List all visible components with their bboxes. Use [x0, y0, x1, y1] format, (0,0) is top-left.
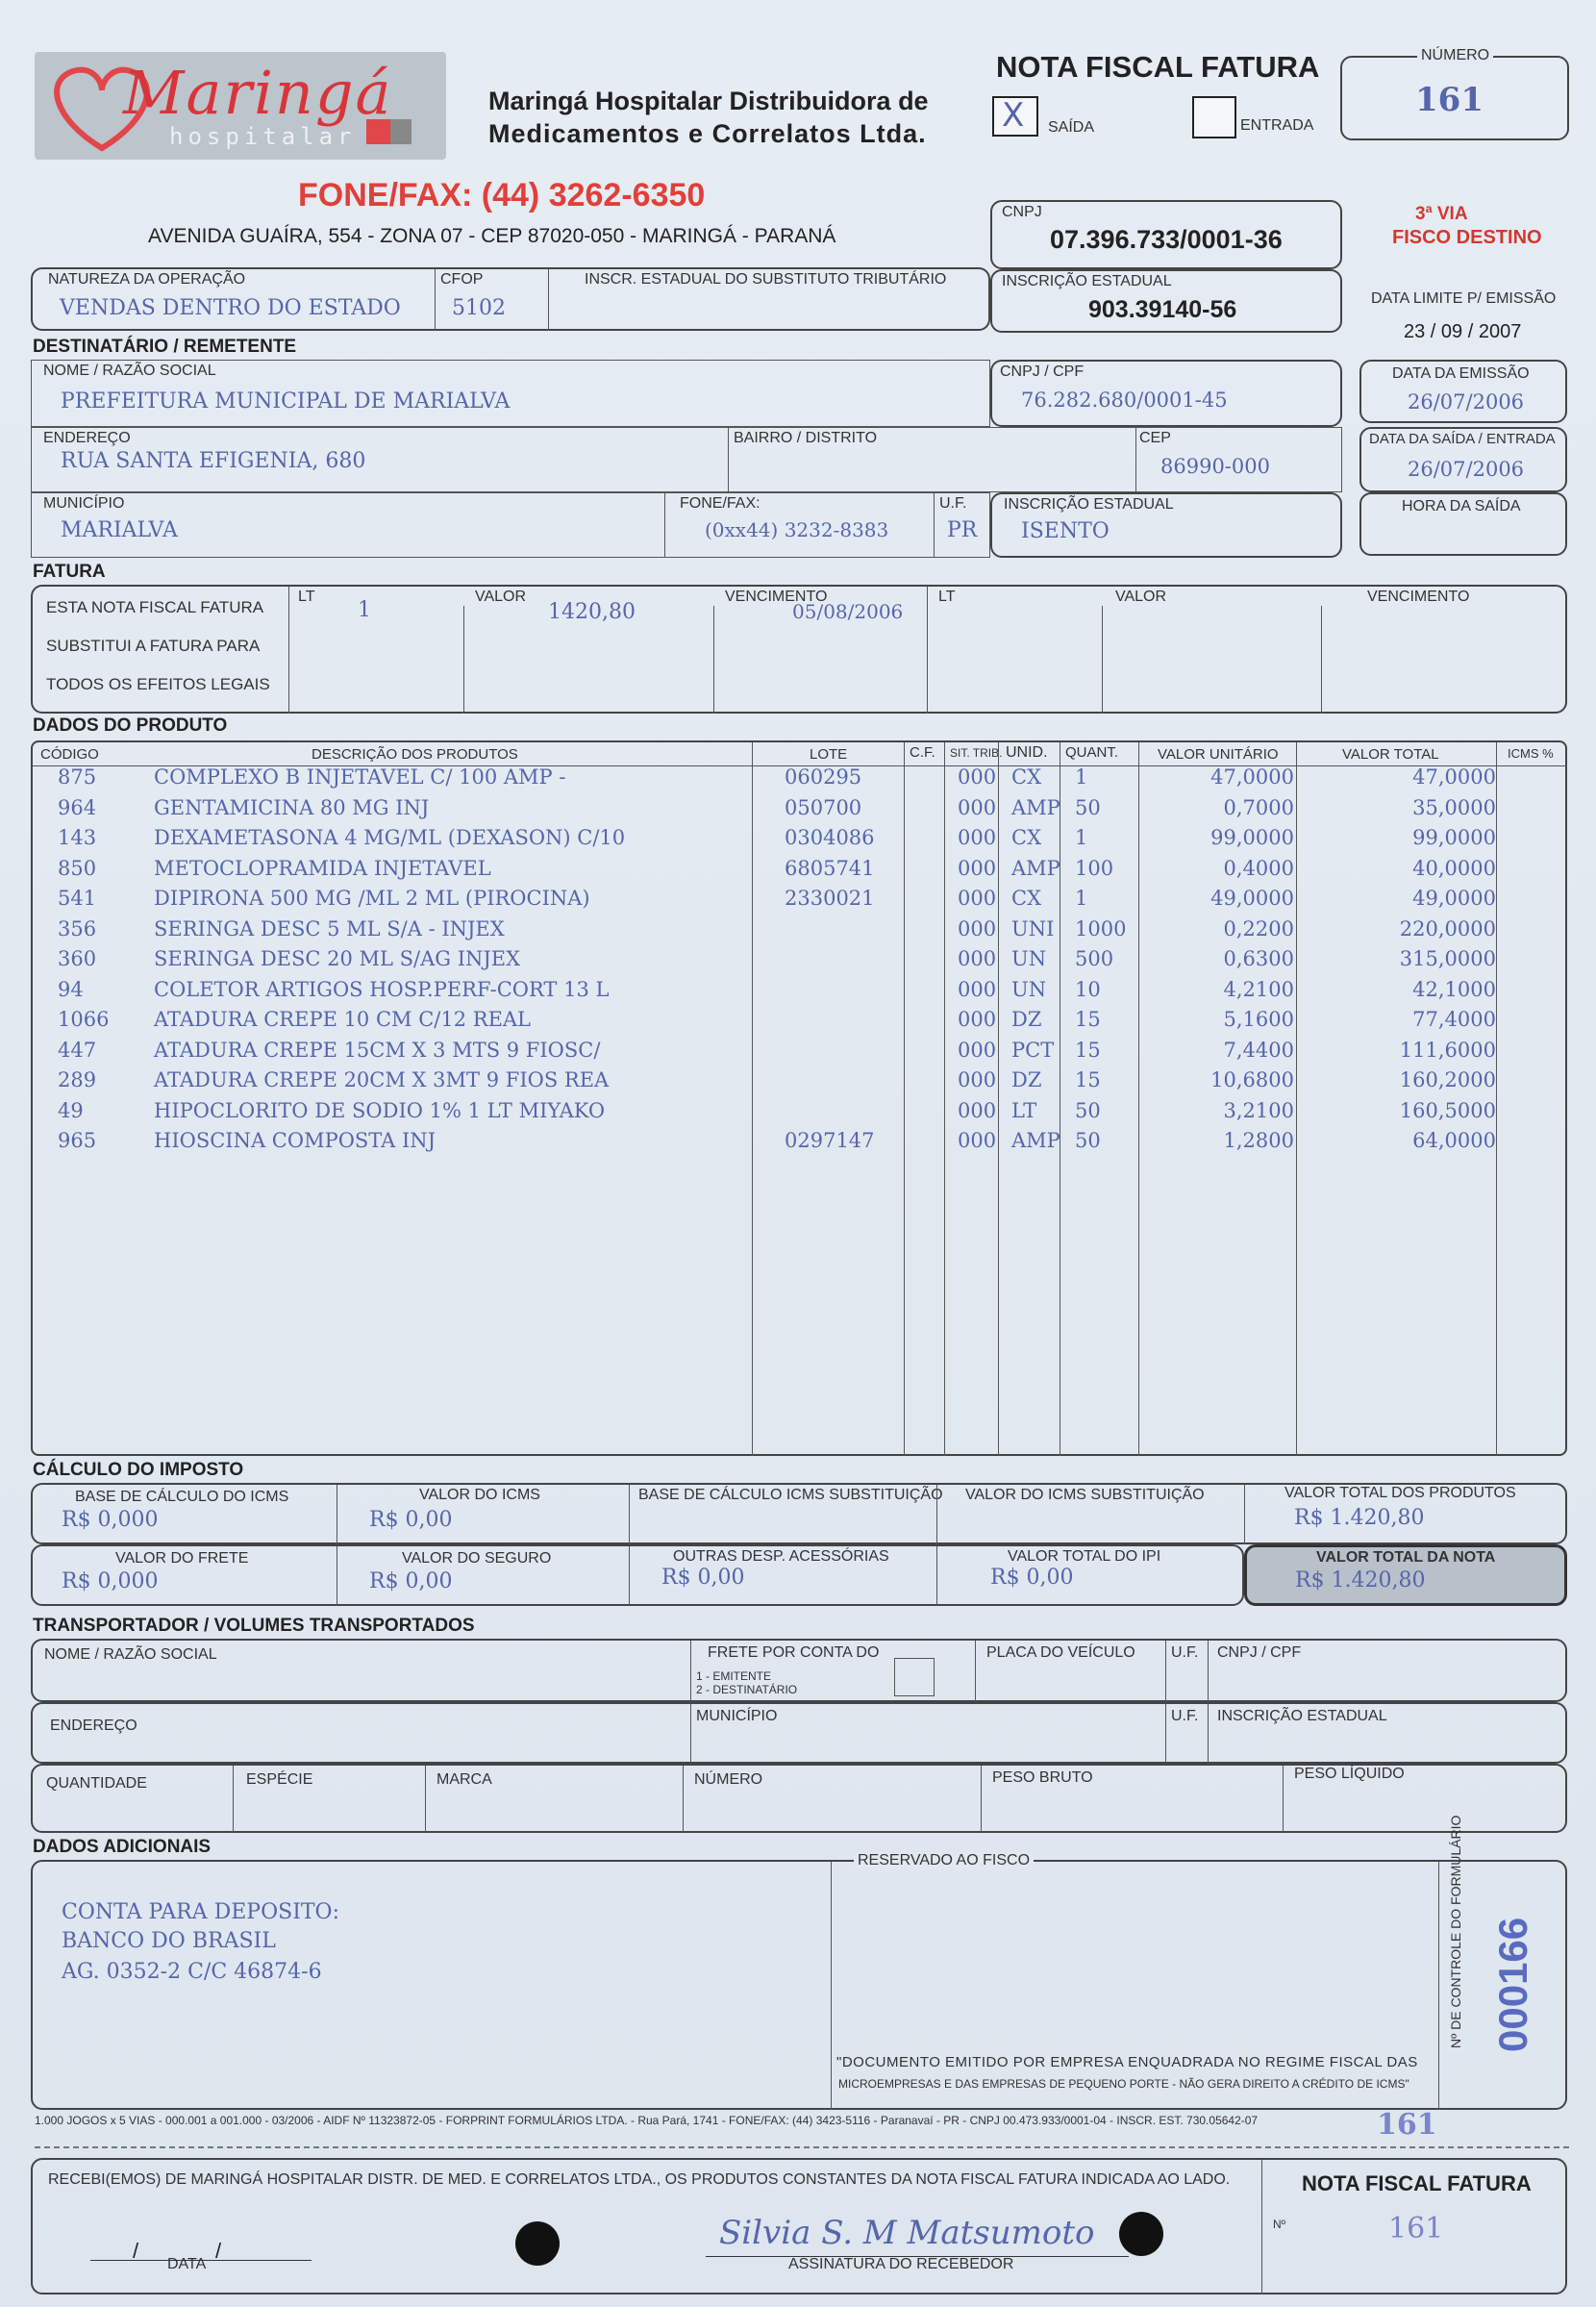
data-label: DATA — [167, 2256, 207, 2272]
frete-checkbox[interactable] — [894, 1658, 935, 1696]
dest-nome-box — [31, 360, 990, 427]
col-cf: C.F. — [910, 744, 935, 761]
cell-vtotal: 111,6000 — [1399, 1038, 1496, 1062]
insc-subst-label: INSCR. ESTADUAL DO SUBSTITUTO TRIBUTÁRIO — [585, 271, 947, 288]
frete-opt2: 2 - DESTINATÁRIO — [696, 1683, 798, 1696]
cell-vtotal: 40,0000 — [1412, 856, 1496, 880]
base-subst-label: BASE DE CÁLCULO ICMS SUBSTITUIÇÃO — [638, 1487, 943, 1503]
numero-box — [1340, 47, 1569, 140]
cell-vtotal: 77,4000 — [1412, 1008, 1496, 1031]
cell-descricao: METOCLOPRAMIDA INJETAVEL — [154, 856, 491, 880]
cell-sit: 000 — [958, 916, 997, 940]
fone-value: (0xx44) 3232-8383 — [705, 518, 889, 541]
via-line1: 3ª VIA — [1415, 204, 1468, 224]
peso-bruto-label: PESO BRUTO — [992, 1769, 1093, 1786]
hora-saida-label: HORA DA SAÍDA — [1402, 498, 1521, 514]
table-row — [0, 1039, 1531, 1068]
cell-sit: 000 — [958, 1038, 997, 1062]
ipi-label: VALOR TOTAL DO IPI — [1008, 1548, 1161, 1565]
transp-ie-label: INSCRIÇÃO ESTADUAL — [1217, 1708, 1387, 1724]
table-row — [0, 947, 1531, 977]
cell-lote: 6805741 — [785, 856, 875, 880]
cell-unid: PCT — [1011, 1038, 1055, 1062]
cell-vtotal: 315,0000 — [1399, 947, 1496, 970]
company-address: AVENIDA GUAÍRA, 554 - ZONA 07 - CEP 87020-050 - MARINGÁ - PARANÁ — [148, 225, 836, 247]
cell-codigo: 965 — [58, 1129, 97, 1152]
fatura-venc2-label: VENCIMENTO — [1367, 589, 1470, 605]
col-codigo: CÓDIGO — [40, 746, 99, 763]
base-icms-label: BASE DE CÁLCULO DO ICMS — [75, 1489, 289, 1505]
cnpj-box — [990, 200, 1342, 269]
peso-liquido-label: PESO LÍQUIDO — [1294, 1766, 1405, 1782]
cnpj-value: 07.396.733/0001-36 — [1050, 225, 1283, 254]
hora-saida-box — [1359, 492, 1567, 556]
fatura-valor-label: VALOR — [475, 589, 527, 605]
cell-vunit: 7,4400 — [1223, 1038, 1294, 1062]
cell-sit: 000 — [958, 887, 997, 910]
cell-quant: 500 — [1075, 947, 1114, 970]
total-produtos-label: VALOR TOTAL DOS PRODUTOS — [1284, 1485, 1516, 1501]
stub-title: NOTA FISCAL FATURA — [1302, 2171, 1532, 2195]
transp-row2 — [31, 1702, 1567, 1764]
cell-vtotal: 99,0000 — [1412, 826, 1496, 849]
cell-vunit: 10,6800 — [1210, 1068, 1294, 1091]
placa-label: PLACA DO VEÍCULO — [986, 1644, 1135, 1661]
destinatario-section-title: DESTINATÁRIO / REMETENTE — [33, 337, 297, 357]
cell-descricao: DIPIRONA 500 MG /ML 2 ML (PIROCINA) — [154, 887, 590, 910]
natureza-label: NATUREZA DA OPERAÇÃO — [48, 271, 246, 288]
saida-checkbox[interactable] — [992, 96, 1038, 137]
stub-number-repeat: 161 — [1377, 2108, 1437, 2142]
transp-endereco-label: ENDEREÇO — [50, 1718, 137, 1734]
cell-descricao: SERINGA DESC 20 ML S/AG INJEX — [154, 947, 521, 970]
col-sit: SIT. TRIB. — [950, 746, 1003, 760]
fatura-lt-label: LT — [298, 589, 315, 605]
via-line2: FISCO DESTINO — [1392, 227, 1542, 248]
base-icms-value: R$ 0,000 — [62, 1508, 159, 1532]
cell-vtotal: 49,0000 — [1412, 887, 1496, 910]
cell-descricao: HIPOCLORITO DE SODIO 1% 1 LT MIYAKO — [154, 1098, 606, 1122]
cell-descricao: HIOSCINA COMPOSTA INJ — [154, 1129, 436, 1152]
cell-descricao: ATADURA CREPE 15CM X 3 MTS 9 FIOSC/ — [154, 1038, 601, 1062]
table-row — [0, 1099, 1531, 1129]
company-phone: FONE/FAX: (44) 3262-6350 — [298, 177, 706, 213]
print-footer: 1.000 JOGOS x 5 VIAS - 000.001 a 001.000 - 03/2006 - AIDF Nº 11323872-05 - FORPRINT FORMULÁRIOS LTDA. - Rua Pará, 1741 - FONE/FAX: (44) 3423-5116 - Paranavaí - PR - CNPJ 00.473.933/0001-04 - INSCR. EST. 730.05642-07 — [35, 2114, 1259, 2127]
data-emissao-value: 26/07/2006 — [1408, 390, 1525, 414]
valor-subst-label: VALOR DO ICMS SUBSTITUIÇÃO — [965, 1487, 1205, 1503]
fatura-lt-value: 1 — [358, 598, 371, 622]
fatura-box — [31, 585, 1567, 714]
logo-text: Maringá — [123, 58, 393, 128]
uf-value: PR — [947, 518, 978, 542]
cell-sit: 000 — [958, 765, 997, 789]
data-limite-value: 23 / 09 / 2007 — [1404, 321, 1522, 342]
municipio-label: MUNICÍPIO — [43, 495, 125, 512]
saida-label: SAÍDA — [1048, 119, 1095, 136]
stub-no-value: 161 — [1388, 2212, 1444, 2245]
cell-descricao: GENTAMICINA 80 MG INJ — [154, 795, 430, 819]
total-nota-label: VALOR TOTAL DA NOTA — [1316, 1549, 1496, 1566]
cell-unid: LT — [1011, 1098, 1037, 1122]
cell-vunit: 3,2100 — [1223, 1098, 1294, 1122]
dest-cnpj-label: CNPJ / CPF — [1000, 364, 1085, 380]
punch-hole-left — [515, 2221, 560, 2266]
cell-unid: AMP — [1011, 795, 1060, 819]
doc-title: NOTA FISCAL FATURA — [996, 50, 1320, 84]
adicionais-line2: BANCO DO BRASIL — [62, 1929, 276, 1953]
cell-unid: UN — [1011, 947, 1047, 970]
transp-row3 — [31, 1764, 1567, 1833]
cell-unid: DZ — [1011, 1008, 1042, 1031]
cell-unid: AMP — [1011, 1129, 1060, 1152]
fatura-lt2-label: LT — [938, 589, 956, 605]
imposto-row1 — [31, 1483, 1567, 1544]
cell-codigo: 1066 — [58, 1008, 110, 1031]
cell-vtotal: 47,0000 — [1412, 765, 1496, 789]
cell-descricao: COMPLEXO B INJETAVEL C/ 100 AMP - — [154, 765, 566, 789]
cep-label: CEP — [1139, 430, 1171, 446]
outras-label: OUTRAS DESP. ACESSÓRIAS — [673, 1548, 889, 1565]
cell-vunit: 49,0000 — [1210, 887, 1294, 910]
fatura-text2: SUBSTITUI A FATURA PARA — [46, 637, 261, 655]
col-lote: LOTE — [810, 746, 848, 763]
aviso-line2: MICROEMPRESAS E DAS EMPRESAS DE PEQUENO PORTE - NÃO GERA DIREITO A CRÉDITO DE ICMS" — [838, 2077, 1409, 2091]
total-nota-box — [1244, 1544, 1567, 1606]
cell-sit: 000 — [958, 1008, 997, 1031]
recebedor-signature: Silvia S. M Matsumoto — [719, 2214, 1095, 2252]
cell-lote: 0304086 — [785, 826, 875, 849]
cell-sit: 000 — [958, 947, 997, 970]
cell-vtotal: 160,2000 — [1399, 1068, 1496, 1091]
table-row — [0, 917, 1531, 947]
col-vtotal: VALOR TOTAL — [1342, 746, 1439, 763]
fatura-valor-value: 1420,80 — [548, 600, 636, 624]
cell-vtotal: 35,0000 — [1412, 795, 1496, 819]
ipi-value: R$ 0,00 — [990, 1566, 1074, 1590]
uf-label: U.F. — [939, 495, 967, 512]
assinatura-label: ASSINATURA DO RECEBEDOR — [788, 2256, 1014, 2272]
cell-descricao: ATADURA CREPE 20CM X 3MT 9 FIOS REA — [154, 1068, 610, 1091]
cell-quant: 1 — [1075, 887, 1088, 910]
cell-sit: 000 — [958, 977, 997, 1001]
dest-ie-box — [990, 492, 1342, 558]
numero-label: NÚMERO — [1417, 47, 1493, 64]
transp-municipio-label: MUNICÍPIO — [696, 1708, 778, 1724]
cell-lote: 050700 — [785, 795, 862, 819]
cell-quant: 15 — [1075, 1008, 1101, 1031]
recebi-text: RECEBI(EMOS) DE MARINGÁ HOSPITALAR DISTR. DE MED. E CORRELATOS LTDA., OS PRODUTOS CONSTANTES DA NOTA FISCAL FATURA INDICADA AO LADO. — [48, 2171, 1231, 2188]
cell-codigo: 356 — [58, 916, 97, 940]
imposto-row2 — [31, 1544, 1244, 1606]
controle-value: 000166 — [1490, 1917, 1535, 2052]
cell-descricao: SERINGA DESC 5 ML S/A - INJEX — [154, 916, 505, 940]
col-vunit: VALOR UNITÁRIO — [1158, 746, 1279, 763]
dest-cnpj-box — [990, 360, 1342, 427]
imposto-section-title: CÁLCULO DO IMPOSTO — [33, 1460, 244, 1480]
entrada-label: ENTRADA — [1240, 117, 1314, 134]
cell-vtotal: 42,1000 — [1412, 977, 1496, 1001]
valor-icms-label: VALOR DO ICMS — [419, 1487, 540, 1503]
table-row — [0, 826, 1531, 856]
transportador-section-title: TRANSPORTADOR / VOLUMES TRANSPORTADOS — [33, 1616, 475, 1636]
controle-label: Nº DE CONTROLE DO FORMULÁRIO — [1448, 1815, 1463, 2048]
receipt-stub: RECEBI(EMOS) DE MARINGÁ HOSPITALAR DISTR. DE MED. E CORRELATOS LTDA., OS PRODUTOS CONSTANTES DA NOTA FISCAL FATURA INDICADA AO LADO. / / DATA Silvia S. M Matsumoto ASSINATURA DO RECEBEDOR NOTA FISCAL FATURA Nº 161 — [31, 2158, 1567, 2294]
table-row — [0, 1068, 1531, 1098]
data-saida-label: DATA DA SAÍDA / ENTRADA — [1369, 431, 1556, 447]
data-saida-value: 26/07/2006 — [1408, 458, 1525, 481]
transp-uf2-label: U.F. — [1171, 1708, 1199, 1724]
cell-sit: 000 — [958, 856, 997, 880]
valor-icms-value: R$ 0,00 — [369, 1508, 453, 1532]
operacao-box — [31, 267, 990, 331]
cfop-value: 5102 — [452, 296, 506, 320]
cfop-label: CFOP — [440, 271, 484, 288]
frete-value: R$ 0,000 — [62, 1569, 159, 1593]
cell-vtotal: 220,0000 — [1399, 916, 1496, 940]
dest-nome-label: NOME / RAZÃO SOCIAL — [43, 363, 216, 379]
cell-codigo: 289 — [58, 1068, 97, 1091]
cell-quant: 10 — [1075, 977, 1101, 1001]
fone-label: FONE/FAX: — [680, 495, 761, 512]
cell-unid: CX — [1011, 826, 1042, 849]
table-row — [0, 1129, 1531, 1159]
cep-value: 86990-000 — [1160, 455, 1270, 478]
cell-vunit: 47,0000 — [1210, 765, 1294, 789]
cell-lote: 060295 — [785, 765, 862, 789]
fatura-venc-value: 05/08/2006 — [792, 600, 904, 623]
cell-quant: 1 — [1075, 826, 1088, 849]
transp-uf-label: U.F. — [1171, 1644, 1199, 1661]
produtos-section-title: DADOS DO PRODUTO — [33, 715, 228, 736]
ie-box — [990, 269, 1342, 333]
adicionais-section-title: DADOS ADICIONAIS — [33, 1837, 212, 1857]
fatura-section-title: FATURA — [33, 562, 106, 582]
data-emissao-label: DATA DA EMISSÃO — [1392, 365, 1530, 382]
seguro-value: R$ 0,00 — [369, 1569, 453, 1593]
cell-quant: 50 — [1075, 1098, 1101, 1122]
company-logo — [35, 52, 446, 160]
col-unid: UNID. — [1006, 744, 1048, 761]
table-row — [0, 1008, 1531, 1038]
dest-ie-value: ISENTO — [1021, 519, 1110, 543]
cell-vunit: 1,2800 — [1223, 1129, 1294, 1152]
cell-quant: 1000 — [1075, 916, 1127, 940]
cell-quant: 15 — [1075, 1068, 1101, 1091]
cell-unid: AMP — [1011, 856, 1060, 880]
logo-subtext: hospitalar — [169, 123, 357, 150]
cell-quant: 50 — [1075, 795, 1101, 819]
cell-sit: 000 — [958, 1129, 997, 1152]
dest-endereco-box — [31, 427, 1342, 492]
fatura-valor2-label: VALOR — [1115, 589, 1167, 605]
transp-row1 — [31, 1639, 1567, 1702]
dest-ie-label: INSCRIÇÃO ESTADUAL — [1004, 496, 1174, 513]
cell-codigo: 447 — [58, 1038, 97, 1062]
cell-vunit: 0,7000 — [1223, 795, 1294, 819]
cell-unid: UN — [1011, 977, 1047, 1001]
frete-opt1: 1 - EMITENTE — [696, 1669, 772, 1683]
cell-lote: 2330021 — [785, 887, 875, 910]
table-row — [0, 765, 1531, 795]
cell-codigo: 541 — [58, 887, 97, 910]
cell-sit: 000 — [958, 1098, 997, 1122]
dest-nome-value: PREFEITURA MUNICIPAL DE MARIALVA — [61, 389, 511, 414]
company-name-line1: Maringá Hospitalar Distribuidora de — [488, 87, 929, 115]
dest-endereco-value: RUA SANTA EFIGENIA, 680 — [61, 449, 366, 473]
cell-quant: 100 — [1075, 856, 1114, 880]
natureza-value: VENDAS DENTRO DO ESTADO — [60, 296, 401, 320]
transp-numero-label: NÚMERO — [694, 1771, 763, 1788]
cell-unid: CX — [1011, 887, 1042, 910]
adicionais-line3: AG. 0352-2 C/C 46874-6 — [62, 1960, 322, 1984]
bairro-label: BAIRRO / DISTRITO — [734, 430, 878, 446]
cell-vtotal: 64,0000 — [1412, 1129, 1496, 1152]
cell-codigo: 49 — [58, 1098, 84, 1122]
cnpj-label: CNPJ — [1002, 204, 1042, 220]
cell-codigo: 360 — [58, 947, 97, 970]
outras-value: R$ 0,00 — [661, 1566, 745, 1590]
col-quant: QUANT. — [1065, 744, 1119, 761]
cell-codigo: 850 — [58, 856, 97, 880]
fatura-text1: ESTA NOTA FISCAL FATURA — [46, 598, 264, 616]
frete-label: VALOR DO FRETE — [115, 1550, 249, 1567]
frete-conta-label: FRETE POR CONTA DO — [708, 1644, 880, 1661]
cell-unid: DZ — [1011, 1068, 1042, 1091]
table-row — [0, 796, 1531, 826]
stub-no-label: Nº — [1273, 2218, 1286, 2231]
transp-nome-label: NOME / RAZÃO SOCIAL — [44, 1646, 217, 1663]
cell-vunit: 0,4000 — [1223, 856, 1294, 880]
cell-vunit: 5,1600 — [1223, 1008, 1294, 1031]
transp-cnpj-label: CNPJ / CPF — [1217, 1644, 1302, 1661]
cell-vtotal: 160,5000 — [1399, 1098, 1496, 1122]
company-name-line2: Medicamentos e Correlatos Ltda. — [488, 119, 927, 148]
cell-lote: 0297147 — [785, 1129, 875, 1152]
cell-descricao: COLETOR ARTIGOS HOSP.PERF-CORT 13 L — [154, 977, 610, 1001]
especie-label: ESPÉCIE — [246, 1771, 313, 1788]
marca-label: MARCA — [436, 1771, 492, 1788]
cell-sit: 000 — [958, 795, 997, 819]
cell-quant: 15 — [1075, 1038, 1101, 1062]
quantidade-label: QUANTIDADE — [46, 1775, 147, 1792]
reservado-label: RESERVADO AO FISCO — [854, 1852, 1034, 1869]
cell-descricao: ATADURA CREPE 10 CM C/12 REAL — [154, 1008, 532, 1031]
municipio-value: MARIALVA — [61, 518, 178, 542]
cell-vunit: 4,2100 — [1223, 977, 1294, 1001]
dest-cnpj-value: 76.282.680/0001-45 — [1021, 389, 1228, 412]
saida-mark: X — [1002, 96, 1025, 135]
cell-vunit: 99,0000 — [1210, 826, 1294, 849]
table-row — [0, 978, 1531, 1008]
cell-descricao: DEXAMETASONA 4 MG/ML (DEXASON) C/10 — [154, 826, 626, 849]
cell-quant: 1 — [1075, 765, 1088, 789]
aviso-line1: "DOCUMENTO EMITIDO POR EMPRESA ENQUADRADA NO REGIME FISCAL DAS — [836, 2054, 1418, 2070]
data-saida-box — [1359, 427, 1567, 492]
table-row — [0, 857, 1531, 887]
ie-value: 903.39140-56 — [1088, 296, 1237, 323]
seguro-label: VALOR DO SEGURO — [402, 1550, 552, 1567]
data-limite-label: DATA LIMITE P/ EMISSÃO — [1371, 290, 1557, 307]
cell-codigo: 875 — [58, 765, 97, 789]
data-emissao-box — [1359, 360, 1567, 423]
dest-endereco-label: ENDEREÇO — [43, 430, 131, 446]
col-icms: ICMS % — [1508, 746, 1554, 761]
col-descricao: DESCRIÇÃO DOS PRODUTOS — [312, 746, 518, 763]
punch-hole-right — [1119, 2212, 1163, 2256]
total-produtos-value: R$ 1.420,80 — [1294, 1506, 1425, 1530]
table-row — [0, 887, 1531, 916]
cell-unid: UNI — [1011, 916, 1055, 940]
dest-municipio-box — [31, 492, 990, 558]
cell-quant: 50 — [1075, 1129, 1101, 1152]
numero-value: 161 — [1415, 81, 1484, 119]
cell-codigo: 964 — [58, 795, 97, 819]
cell-codigo: 143 — [58, 826, 97, 849]
ie-label: INSCRIÇÃO ESTADUAL — [1002, 273, 1172, 289]
adicionais-line1: CONTA PARA DEPOSITO: — [62, 1900, 340, 1924]
cell-vunit: 0,2200 — [1223, 916, 1294, 940]
total-nota-value: R$ 1.420,80 — [1295, 1568, 1426, 1592]
entrada-checkbox[interactable] — [1192, 96, 1236, 138]
cell-unid: CX — [1011, 765, 1042, 789]
cell-sit: 000 — [958, 1068, 997, 1091]
cell-vunit: 0,6300 — [1223, 947, 1294, 970]
cell-codigo: 94 — [58, 977, 84, 1001]
fatura-venc-label: VENCIMENTO — [725, 589, 828, 605]
cell-sit: 000 — [958, 826, 997, 849]
fatura-text3: TODOS OS EFEITOS LEGAIS — [46, 675, 270, 693]
